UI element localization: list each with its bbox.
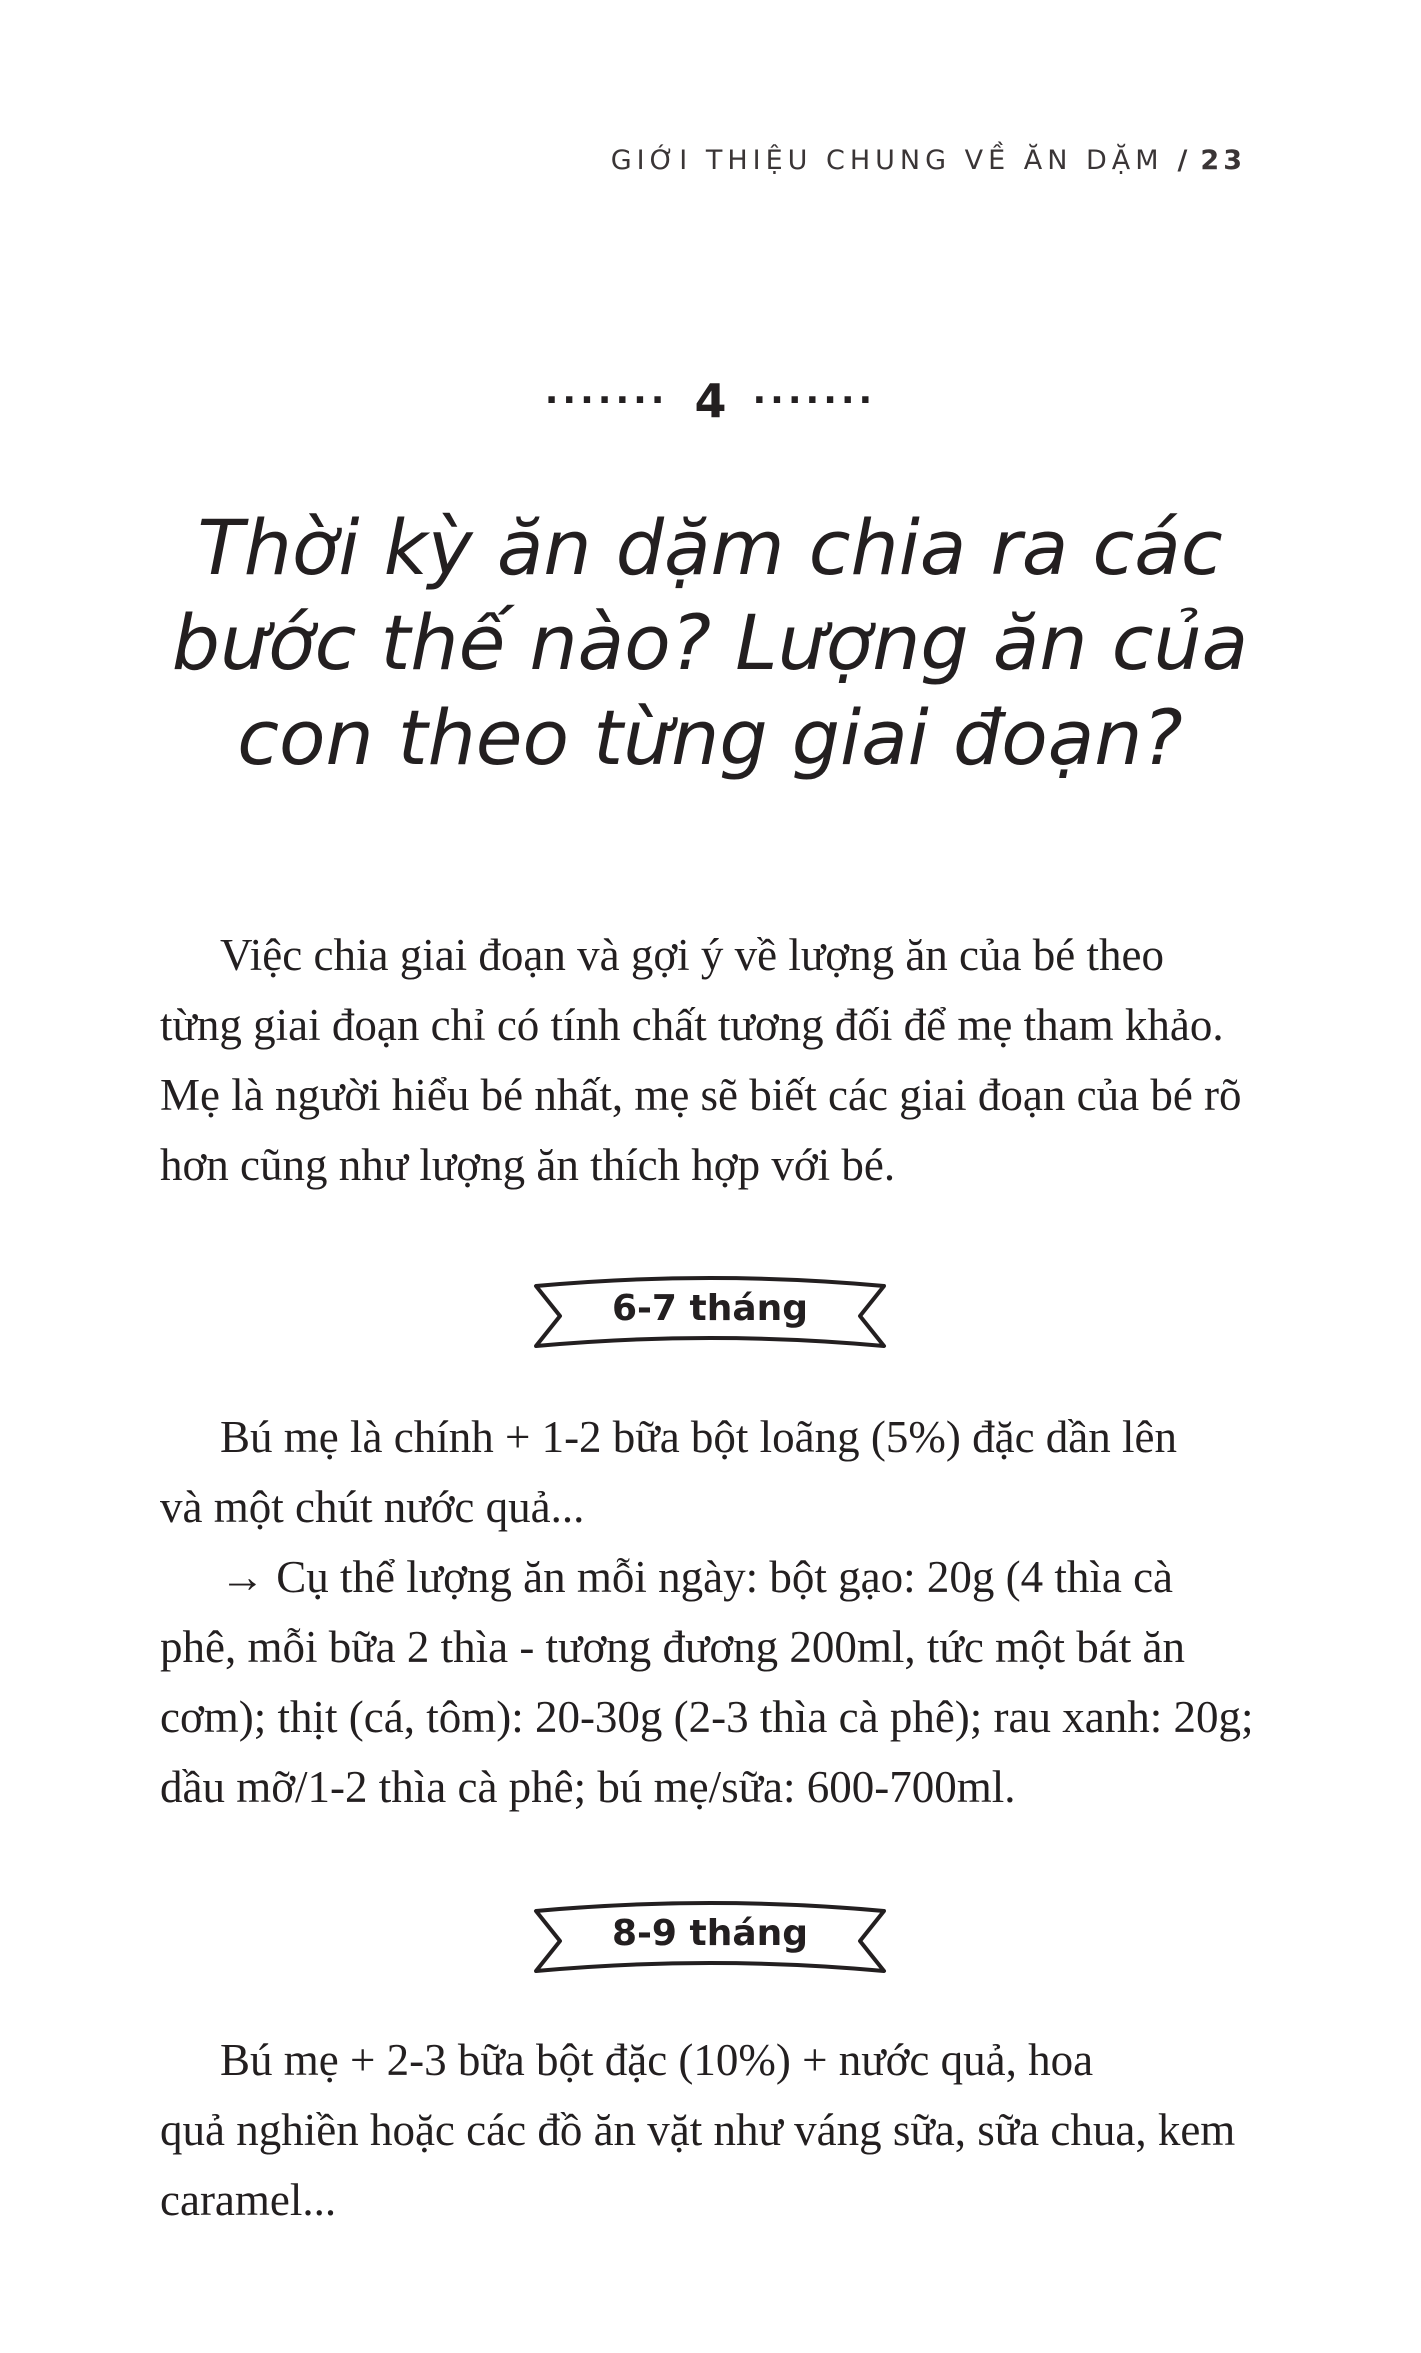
text-line: phê, mỗi bữa 2 thìa - tương đương 200ml, tức một bát ăn — [160, 1622, 1186, 1672]
text-line: Bú mẹ + 2-3 bữa bột đặc (10%) + nước quả, hoa — [220, 2035, 1094, 2085]
text-line: → Cụ thể lượng ăn mỗi ngày: bột gạo: 20g (4 thìa cà — [220, 1552, 1174, 1602]
intro-paragraph — [160, 920, 1250, 1200]
text-line: từng giai đoạn chỉ có tính chất tương đối để mẹ tham khảo. — [160, 1000, 1224, 1050]
title-line: Thời kỳ ăn dặm chia ra các — [197, 503, 1223, 592]
text-line: caramel... — [160, 2175, 337, 2225]
age-badge-6-7 — [530, 1268, 890, 1358]
text-line: quả nghiền hoặc các đồ ăn vặt như váng sữa, sữa chua, kem — [160, 2105, 1236, 2155]
title-line: bước thế nào? Lượng ăn của — [171, 598, 1249, 687]
text-line: Bú mẹ là chính + 1-2 bữa bột loãng (5%) đặc dần lên — [220, 1412, 1177, 1462]
text-line: cơm); thịt (cá, tôm): 20-30g (2-3 thìa cà phê); rau xanh: 20g; — [160, 1692, 1254, 1742]
age-badge-label: 6-7 tháng — [611, 1288, 809, 1329]
chapter-dots-right: ······· — [752, 380, 877, 421]
text-line: Mẹ là người hiểu bé nhất, mẹ sẽ biết các giai đoạn của bé rõ — [160, 1070, 1242, 1120]
text-line: Việc chia giai đoạn và gợi ý về lượng ăn của bé theo — [220, 930, 1164, 980]
running-header — [611, 145, 1246, 176]
age-badge-label: 8-9 tháng — [611, 1913, 809, 1954]
text-line: dầu mỡ/1-2 thìa cà phê; bú mẹ/sữa: 600-700ml. — [160, 1762, 1016, 1812]
chapter-title — [100, 500, 1320, 785]
chapter-number: 4 — [694, 373, 727, 428]
section-paragraph — [160, 1402, 1254, 1822]
chapter-dots-left: ······· — [544, 380, 669, 421]
section-paragraph — [160, 2025, 1250, 2235]
header-separator: / — [1177, 145, 1193, 176]
text-line: hơn cũng như lượng ăn thích hợp với bé. — [160, 1140, 896, 1190]
text-line: và một chút nước quả... — [160, 1482, 585, 1532]
title-line: con theo từng giai đoạn? — [237, 693, 1183, 782]
page-number: 23 — [1200, 145, 1246, 176]
section-title: GIỚI THIỆU CHUNG VỀ ĂN DẶM — [610, 145, 1164, 176]
chapter-marker — [0, 370, 1421, 428]
age-badge-8-9 — [530, 1893, 890, 1983]
